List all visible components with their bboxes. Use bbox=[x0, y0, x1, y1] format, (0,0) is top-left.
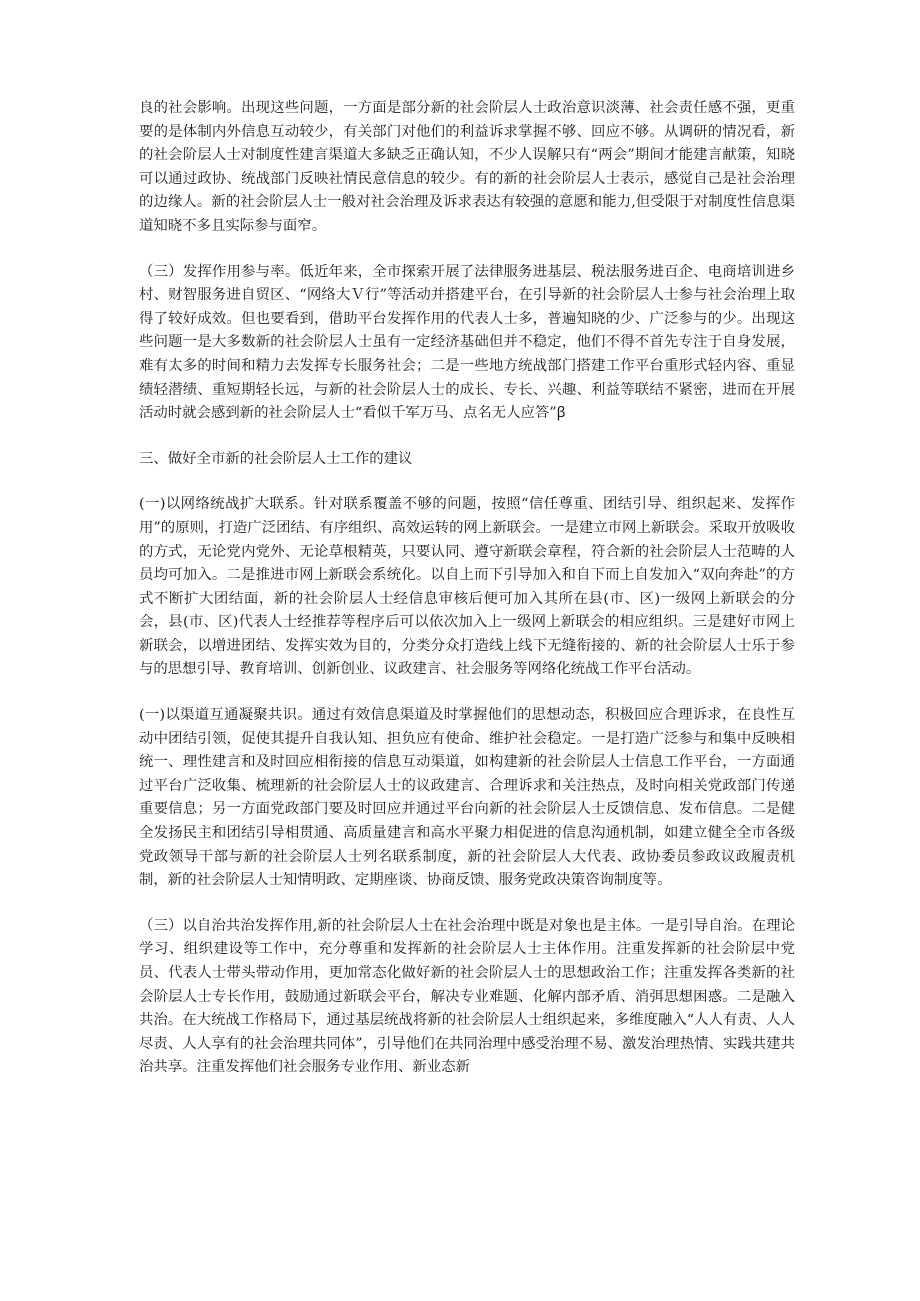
paragraph-social-impact: 良的社会影响。出现这些问题，一方面是部分新的社会阶层人士政治意识淡薄、社会责任感不强，更重要的是体制内外信息互动较少，有关部门对他们的利益诉求掌握不够、回应不够。从调研的情况看，新的社会阶层人士对制度性建言渠道大多缺乏正确认知，不少人误解只有“两会”期间才能建言献策，知晓可以通过政协、统战部门反映社情民意信息的较少。有的新的社会阶层人士表示，感觉自己是社会治理的边缘人。新的社会阶层人士一般对社会治理及诉求表达有较强的意愿和能力,但受限于对制度性信息渠道知晓不多且实际参与面窄。 bbox=[139, 100, 795, 234]
paragraph-self-governance: （三）以自治共治发挥作用,新的社会阶层人士在社会治理中既是对象也是主体。一是引导自治。在理论学习、组织建设等工作中，充分尊重和发挥新的社会阶层人士主体作用。注重发挥新的社会阶层中党员、代表人士带头带动作用，更加常态化做好新的社会阶层人士的思想政治工作；注重发挥各类新的社会阶层人士专长作用，鼓励通过新联会平台，解决专业难题、化解内部矛盾、消弭思想困惑。二是融入共治。在大统战工作格局下，通过基层统战将新的社会阶层人士组织起来，多维度融入“人人有责、人人尽责、人人享有的社会治理共同体”，引导他们在共同治理中感受治理不易、激发治理热情、实践共建共治共享。注重发挥他们社会服务专业作用、新业态新 bbox=[139, 917, 795, 1076]
paragraph-channel-consensus: (一)以渠道互通凝聚共识。通过有效信息渠道及时掌握他们的思想动态，积极回应合理诉求，在良性互动中团结引领，促使其提升自我认知、担负应有使命、维护社会稳定。一是打造广泛参与和集中反映相统一、理性建言和及时回应相衔接的信息互动渠道，如构建新的社会阶层人士信息工作平台，一方面通过平台广泛收集、梳理新的社会阶层人士的议政建言、合理诉求和关注热点，及时向相关党政部门传递重要信息；另一方面党政部门要及时回应并通过平台向新的社会阶层人士反馈信息、发布信息。二是健全发扬民主和团结引导相贯通、高质量建言和高水平聚力相促进的信息沟通机制，如建立健全全市各级党政领导干部与新的社会阶层人士列名联系制度，新的社会阶层人大代表、政协委员参政议政履责机制，新的社会阶层人士知情明政、定期座谈、协商反馈、服务党政决策咨询制度等。 bbox=[139, 707, 795, 889]
paragraph-network-united-front: (一)以网络统战扩大联系。针对联系覆盖不够的问题，按照“信任尊重、团结引导、组织起来、发挥作用”的原则，打造广泛团结、有序组织、高效运转的网上新联会。一是建立市网上新联会。采取开放吸收的方式，无论党内党外、无论草根精英，只要认同、遵守新联会章程，符合新的社会阶层人士范畴的人员均可加入。二是推进市网上新联会系统化。以自上而下引导加入和自下而上自发加入“双向奔赴”的方式不断扩大团结面，新的社会阶层人士经信息审核后便可加入其所在县(市、区)一级网上新联会的分会，县(市、区)代表人士经推荐等程序后可以依次加入上一级网上新联会的相应组织。三是建好市网上新联会，以增进团结、发挥实效为目的，分类分众打造线上线下无缝衔接的、新的社会阶层人士乐于参与的思想引导、教育培训、创新创业、议政建言、社会服务等网络化统战工作平台活动。 bbox=[139, 496, 795, 678]
document-body bbox=[139, 97, 795, 1080]
section-heading-recommendations: 三、做好全市新的社会阶层人士工作的建议 bbox=[139, 450, 413, 467]
paragraph-participation-rate: （三）发挥作用参与率。低近年来，全市探索开展了法律服务进基层、税法服务进百企、电商培训进乡村、财智服务进自贸区、“网络大Ｖ行”等活动并搭建平台，在引导新的社会阶层人士参与社会治理上取得了较好成效。但也要看到，借助平台发挥作用的代表人士多，普遍知晓的少、广泛参与的少。出现这些问题一是大多数新的社会阶层人士虽有一定经济基础但并不稳定，他们不得不首先专注于自身发展，难有太多的时间和精力去发挥专长服务社会；二是一些地方统战部门搭建工作平台重形式轻内容、重显绩轻潜绩、重短期轻长远，与新的社会阶层人士的成长、专长、兴趣、利益等联结不紧密，进而在开展活动时就会感到新的社会阶层人士“看似千军万马、点名无人应答”ꞵ bbox=[139, 263, 795, 422]
